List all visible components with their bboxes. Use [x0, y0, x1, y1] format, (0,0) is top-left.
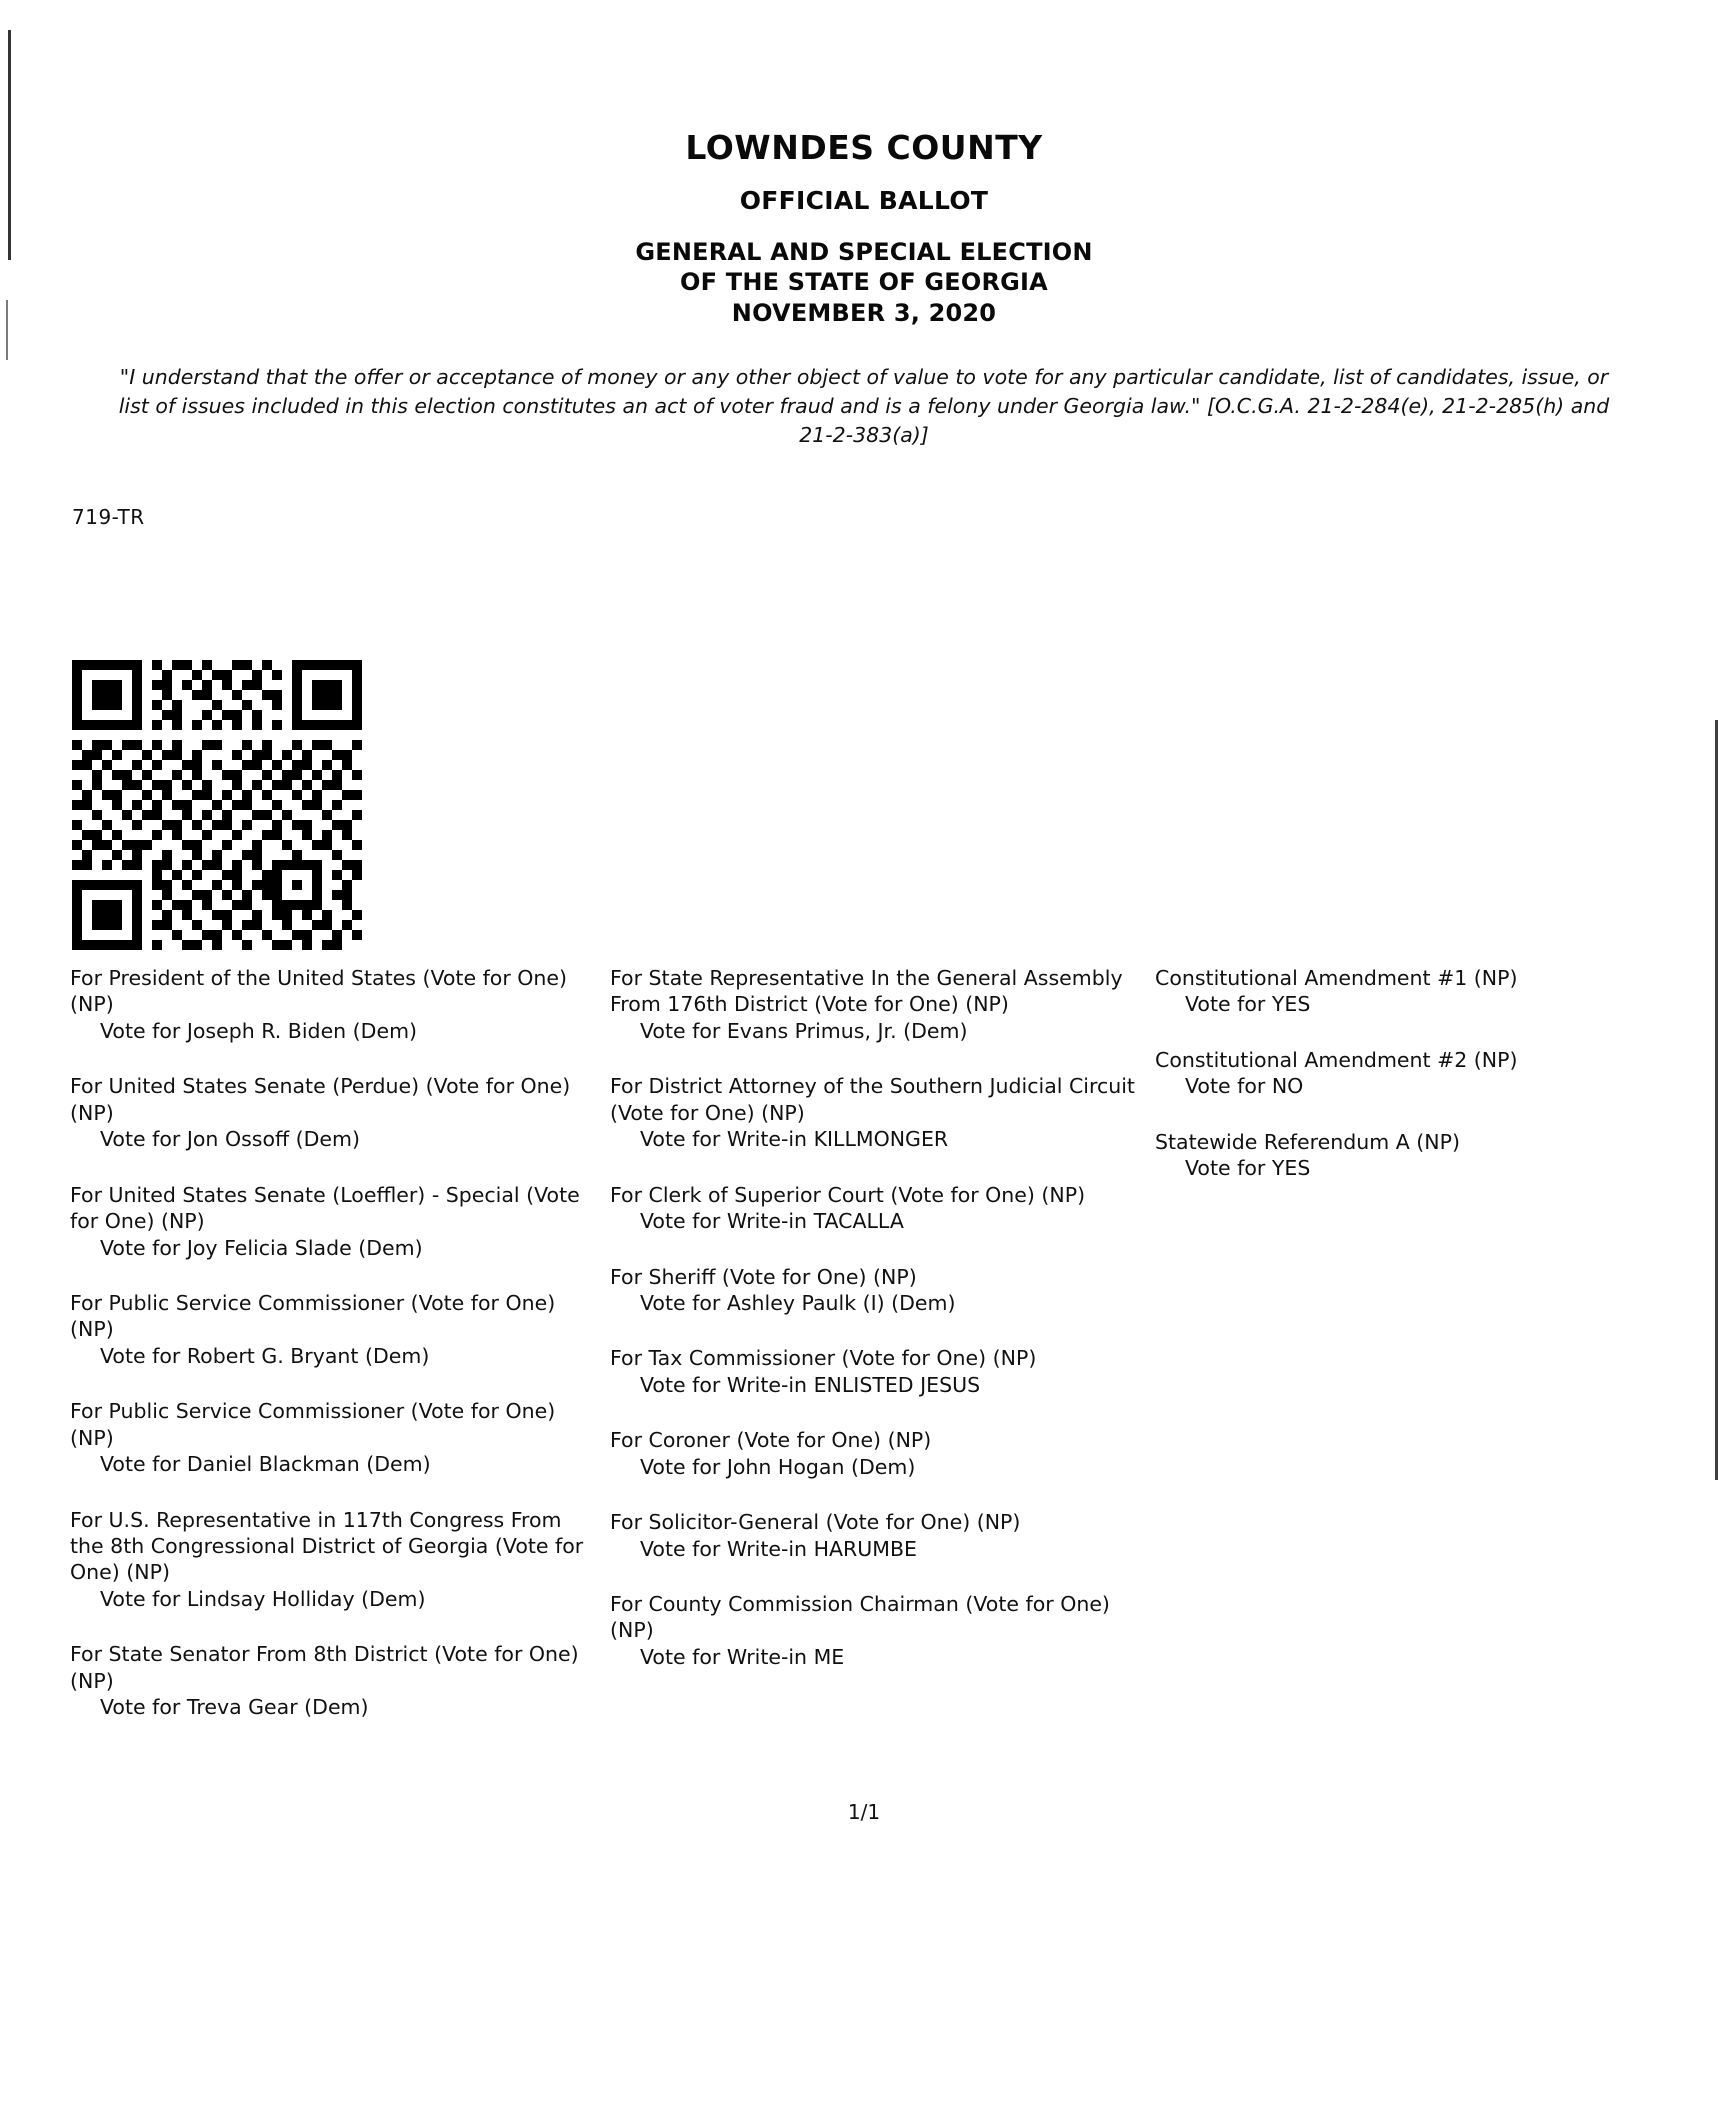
election-date: NOVEMBER 3, 2020 [731, 299, 997, 328]
contest-choice: Vote for Write-in ENLISTED JESUS [640, 1372, 981, 1397]
contest-county-commission-chairman [610, 1591, 1137, 1670]
contest-title: Constitutional Amendment #1 (NP) [1155, 966, 1518, 990]
contest-state-representative-176th-district [610, 965, 1137, 1044]
contest-president [70, 965, 592, 1044]
qr-code [72, 660, 362, 950]
contest-title: For State Senator From 8th District (Vote for One) (NP) [70, 1642, 579, 1693]
contest-title: For Tax Commissioner (Vote for One) (NP) [610, 1346, 1037, 1371]
contest-title: For Sheriff (Vote for One) (NP) [610, 1264, 917, 1289]
page-number: 1/1 [847, 1800, 881, 1824]
contest-title: For Clerk of Superior Court (Vote for One) (NP) [610, 1182, 1086, 1207]
ballot-selections [70, 965, 1670, 1750]
contest-clerk-of-superior-court [610, 1182, 1137, 1235]
contest-choice: Vote for Write-in TACALLA [640, 1209, 904, 1234]
election-title [0, 237, 1728, 329]
scan-artifact-bottom [0, 2097, 1728, 2103]
ballot-column-1 [70, 965, 610, 1750]
contest-choice: Vote for Evans Primus, Jr. (Dem) [640, 1018, 968, 1043]
contest-title: For County Commission Chairman (Vote for One) (NP) [610, 1592, 1110, 1643]
contest-state-senator-8th-district [70, 1641, 592, 1720]
scan-artifact-right [1715, 720, 1718, 1480]
page-title: LOWNDES COUNTY [685, 128, 1043, 167]
contest-title: Constitutional Amendment #2 (NP) [1155, 1047, 1518, 1072]
contest-us-senate-perdue [70, 1073, 592, 1152]
contest-title: For United States Senate (Perdue) (Vote for One) (NP) [70, 1074, 571, 1125]
contest-title: For Public Service Commissioner (Vote for One) (NP) [70, 1290, 556, 1342]
contest-title: For President of the United States (Vote for One) (NP) [70, 966, 568, 1017]
voter-oath-text: "I understand that the offer or acceptance of money or any other object of value to vote for any particular candidate, list of candidates, issue, or list of issues included in this election constitutes an act of voter fraud and is a felony under Georgia law." [O.C.G.A. 21-2-284(e), 21-2-285(h) and 21-2-383(a)] [118, 364, 1610, 447]
contest-title: For State Representative In the General Assembly From 176th District (Vote for One) (NP) [610, 966, 1123, 1017]
contest-tax-commissioner [610, 1345, 1137, 1398]
contest-title: For Coroner (Vote for One) (NP) [610, 1428, 932, 1453]
election-title-line1: GENERAL AND SPECIAL ELECTION [635, 237, 1093, 266]
contest-district-attorney [610, 1073, 1137, 1152]
contest-us-senate-loeffler-special [70, 1182, 592, 1261]
ballot-header [0, 0, 1728, 450]
ballot-column-2 [610, 965, 1155, 1750]
contest-choice: Vote for Jon Ossoff (Dem) [100, 1127, 360, 1152]
contest-title: For District Attorney of the Southern Judicial Circuit (Vote for One) (NP) [610, 1074, 1135, 1125]
contest-choice: Vote for Joy Felicia Slade (Dem) [100, 1235, 423, 1260]
contest-choice: Vote for YES [1185, 1156, 1311, 1181]
contest-sheriff [610, 1264, 1137, 1317]
contest-choice: Vote for Joseph R. Biden (Dem) [100, 1018, 418, 1043]
contest-public-service-commissioner-2 [70, 1398, 592, 1477]
contest-statewide-referendum-a [1155, 1129, 1637, 1182]
election-title-line2: OF THE STATE OF GEORGIA [680, 268, 1048, 297]
contest-title: For U.S. Representative in 117th Congress From the 8th Congressional District of Georgia (Vote for One) (NP) [70, 1507, 584, 1585]
contest-choice: Vote for Lindsay Holliday (Dem) [100, 1586, 426, 1611]
contest-title: For Solicitor-General (Vote for One) (NP) [610, 1510, 1021, 1535]
ballot-style-id: 719-TR [72, 505, 145, 529]
contest-title: For United States Senate (Loeffler) - Special (Vote for One) (NP) [70, 1182, 580, 1234]
contest-title: Statewide Referendum A (NP) [1155, 1129, 1460, 1154]
qr-code-image [72, 660, 362, 950]
contest-constitutional-amendment-2 [1155, 1047, 1637, 1100]
scan-artifact-left [8, 30, 11, 260]
contest-choice: Vote for NO [1185, 1074, 1304, 1099]
scan-artifact-left-lower [6, 300, 8, 360]
ballot-column-3 [1155, 965, 1655, 1750]
contest-choice: Vote for Treva Gear (Dem) [100, 1695, 369, 1720]
contest-public-service-commissioner-1 [70, 1290, 592, 1369]
contest-solicitor-general [610, 1509, 1137, 1562]
contest-choice: Vote for Write-in HARUMBE [640, 1536, 917, 1561]
official-ballot-label: OFFICIAL BALLOT [739, 185, 989, 215]
contest-choice: Vote for Robert G. Bryant (Dem) [100, 1343, 430, 1368]
contest-coroner [610, 1427, 1137, 1480]
contest-title: For Public Service Commissioner (Vote for One) (NP) [70, 1399, 556, 1450]
contest-choice: Vote for John Hogan (Dem) [640, 1454, 916, 1479]
contest-choice: Vote for Daniel Blackman (Dem) [100, 1452, 431, 1477]
contest-choice: Vote for Write-in ME [640, 1644, 845, 1669]
contest-choice: Vote for YES [1185, 992, 1311, 1017]
contest-constitutional-amendment-1 [1155, 965, 1637, 1018]
contest-choice: Vote for Write-in KILLMONGER [640, 1127, 949, 1152]
contest-us-representative-8th-district [70, 1507, 592, 1613]
contest-choice: Vote for Ashley Paulk (I) (Dem) [640, 1290, 956, 1315]
